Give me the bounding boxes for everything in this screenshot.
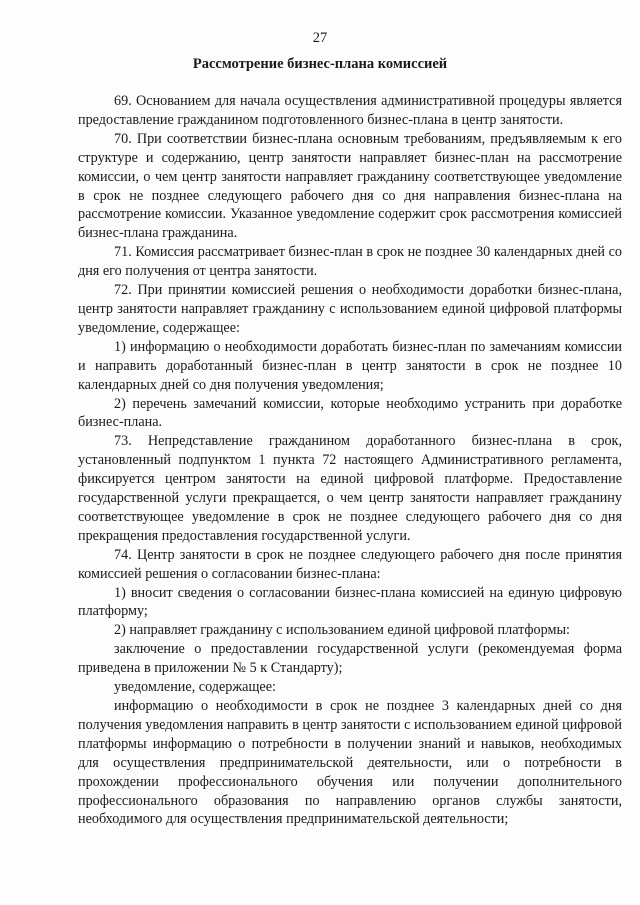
paragraph-74-item-1: 1) вносит сведения о согласовании бизнес-плана комиссией на единую цифровую платформу; (78, 584, 622, 620)
paragraph-73: 73. Непредставление гражданином доработанного бизнес-плана в срок, установленный подпунктом 1 пункта 72 настоящего Административного регламента, фиксируется центром занятости на единой цифровой платформе. Предоставление государственной услуги прекращается, о чем центр занятости направляет гражданину соответствующее уведомление в срок не позднее следующего рабочего дня со дня прекращения предоставления государственной услуги. (78, 433, 622, 544)
paragraph-70: 70. При соответствии бизнес-плана основным требованиям, предъявляемым к его структуре и содержанию, центр занятости направляет бизнес-план на рассмотрение комиссии, о чем центр занятости направляет гражданину соответствующее уведомление в срок не позднее следующего рабочего дня со дня направления бизнес-плана на рассмотрение комиссии. Указанное уведомление содержит срок рассмотрения комиссией бизнес-плана гражданина. (78, 130, 622, 242)
paragraph-74-conclusion: заключение о предоставлении государственной услуги (рекомендуемая форма приведена в приложении № 5 к Стандарту); (78, 641, 622, 677)
paragraph-72: 72. При принятии комиссией решения о необходимости доработки бизнес-плана, центр занятости направляет гражданину с использованием единой цифровой платформы уведомление, содержащее: (78, 282, 622, 336)
paragraph-74-item-2: 2) направляет гражданину с использованием единой цифровой платформы: (114, 622, 570, 639)
paragraph-72-item-1: 1) информацию о необходимости доработать бизнес-план по замечаниям комиссии и направить доработанный бизнес-план в центр занятости в срок не позднее 10 календарных дней со дня получения уведомления; (78, 338, 622, 393)
paragraph-74-notification: уведомление, содержащее: (114, 679, 276, 696)
paragraph-71: 71. Комиссия рассматривает бизнес-план в срок не позднее 30 календарных дней со дня его получения от центра занятости. (78, 244, 622, 280)
paragraph-69: 69. Основанием для начала осуществления административной процедуры является предоставление гражданином подготовленного бизнес-плана в центр занятости. (78, 93, 622, 128)
page-number: 27 (312, 30, 328, 46)
paragraph-72-item-2: 2) перечень замечаний комиссии, которые необходимо устранить при доработке бизнес-плана. (78, 395, 622, 431)
document-body (78, 92, 622, 829)
paragraph-74: 74. Центр занятости в срок не позднее следующего рабочего дня после принятия комиссией решения о согласовании бизнес-плана: (78, 546, 622, 582)
paragraph-74-information: информацию о необходимости в срок не позднее 3 календарных дней со дня получения уведомления направить в центр занятости с использованием единой цифровой платформы информацию о потребности в получении знаний и навыков, необходимых для осуществления предпринимательской деятельности, или о потребности в прохождении профессионального обучения или получении дополнительного профессионального образования по направлению органов службы занятости, необходимого для осуществления предпринимательской деятельности; (78, 698, 622, 828)
section-title: Рассмотрение бизнес-плана комиссией (192, 56, 448, 72)
